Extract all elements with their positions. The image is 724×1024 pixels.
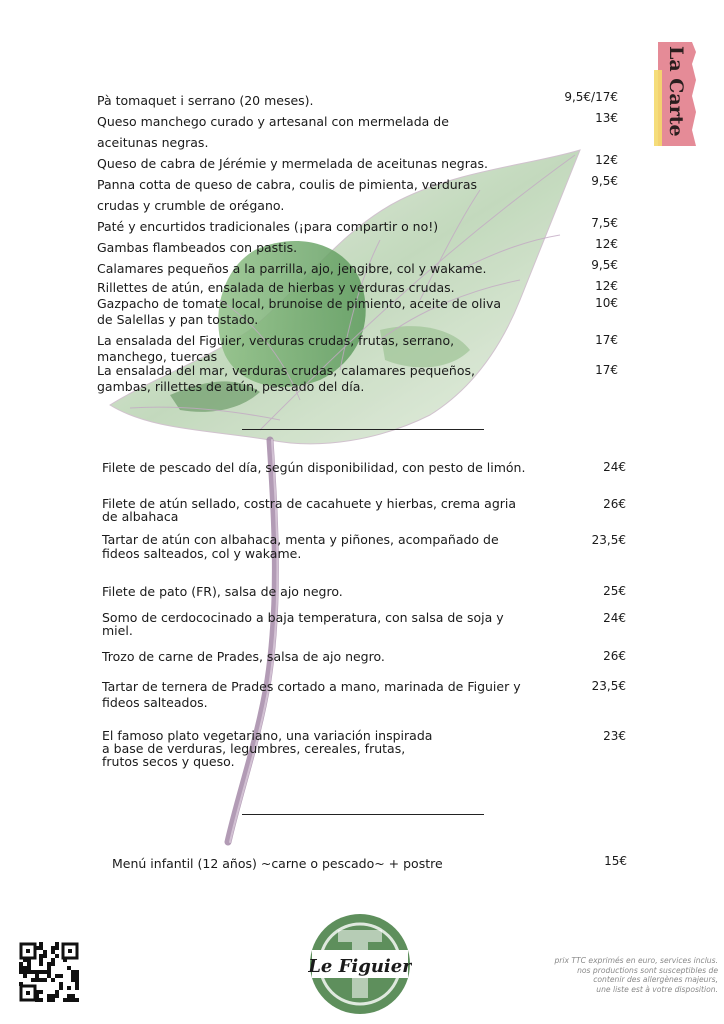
menu-item — [97, 174, 477, 216]
menu-item-line: frutos secos y queso. — [102, 754, 235, 769]
menu-item-line: crudas y crumble de orégano. — [97, 198, 285, 213]
menu-item-price: 9,5€/17€ — [564, 90, 618, 104]
menu-item-price: 17€ — [595, 333, 618, 347]
menu-item-price: 17€ — [595, 363, 618, 377]
footnote-line: une liste est à votre disposition. — [596, 984, 718, 994]
menu-item-price: 9,5€ — [591, 258, 618, 272]
menu-item — [97, 90, 314, 111]
menu-item-price: 24€ — [603, 611, 626, 625]
menu-item-line: Calamares pequeños a la parrilla, ajo, jengibre, col y wakame. — [97, 261, 487, 276]
menu-item-line: Paté y encurtidos tradicionales (¡para compartir o no!) — [97, 219, 439, 234]
menu-item-line: Somo de cerdococinado a baja temperatura, con salsa de soja y — [102, 610, 504, 625]
menu-item-line: Filete de atún sellado, costra de cacahuete y hierbas, crema agria — [102, 496, 517, 511]
legal-footnote — [518, 956, 718, 994]
menu-item-price: 9,5€ — [591, 174, 618, 188]
menu-item-line: Rillettes de atún, ensalada de hierbas y verduras crudas. — [97, 280, 455, 295]
menu-item — [102, 611, 504, 637]
menu-item-line: aceitunas negras. — [97, 135, 209, 150]
menu-item-price: 7,5€ — [591, 216, 618, 230]
menu-item — [97, 216, 438, 237]
menu-item-line: Pà tomaquet i serrano (20 meses). — [97, 93, 314, 108]
menu-item-line: fideos salteados. — [102, 695, 208, 710]
menu-item-price: 23,5€ — [591, 679, 626, 693]
menu-item-line: gambas, rillettes de atún, pescado del día. — [97, 379, 365, 394]
menu-item-line: Trozo de carne de Prades, salsa de ajo negro. — [102, 649, 385, 664]
menu-item — [102, 460, 525, 476]
menu-item — [102, 729, 432, 768]
menu-item-price: 13€ — [595, 111, 618, 125]
menu-item — [97, 111, 449, 153]
section-divider — [242, 429, 484, 430]
menu-item-line: de albahaca — [102, 509, 179, 524]
le-figuier-logo — [308, 912, 412, 1016]
menu-item-line: Tartar de atún con albahaca, menta y piñones, acompañado de — [102, 532, 499, 547]
menu-item-line: fideos salteados, col y wakame. — [102, 546, 302, 561]
menu-item-line: manchego, tuercas — [97, 349, 218, 364]
kids-menu-text: Menú infantil (12 años) ~carne o pescado~ + postre — [112, 856, 443, 871]
menu-item — [97, 279, 455, 296]
menu-item — [102, 584, 343, 600]
section-divider — [242, 814, 484, 815]
menu-item-price: 26€ — [603, 649, 626, 663]
menu-item-line: Filete de pato (FR), salsa de ajo negro. — [102, 584, 343, 599]
menu-item-line: Queso de cabra de Jérémie y mermelada de aceitunas negras. — [97, 156, 489, 171]
menu-item — [97, 296, 501, 328]
menu-item-line: Queso manchego curado y artesanal con mermelada de — [97, 114, 449, 129]
menu-item-price: 23,5€ — [591, 533, 626, 547]
logo-text: Le Figuier — [308, 956, 412, 977]
menu-item-line: El famoso plato vegetariano, una variación inspirada — [102, 728, 433, 743]
menu-item — [97, 153, 488, 174]
menu-item-price: 12€ — [595, 153, 618, 167]
menu-item-line: Gambas flambeados con pastis. — [97, 240, 298, 255]
menu-item — [102, 649, 385, 665]
menu-item-price: 23€ — [603, 729, 626, 743]
menu-item-line: Tartar de ternera de Prades cortado a mano, marinada de Figuier y — [102, 679, 521, 694]
footnote-line: nos productions sont susceptibles de — [577, 965, 718, 975]
menu-item — [97, 333, 454, 365]
menu-item-price: 25€ — [603, 584, 626, 598]
menu-item-line: La ensalada del Figuier, verduras crudas, frutas, serrano, — [97, 333, 455, 348]
footnote-line: prix TTC exprimés en euro, services inclus. — [554, 956, 718, 965]
menu-item — [102, 679, 521, 711]
menu-item-line: Gazpacho de tomate local, brunoise de pimiento, aceite de oliva — [97, 296, 502, 311]
qr-code-icon — [19, 942, 79, 1002]
menu-item-price: 12€ — [595, 237, 618, 251]
menu-item-line: a base de verduras, legumbres, cereales, frutas, — [102, 741, 406, 756]
menu-item — [97, 258, 486, 279]
kids-menu-price: 15€ — [604, 854, 627, 868]
menu-item-price: 12€ — [595, 279, 618, 293]
menu-item-price: 10€ — [595, 296, 618, 310]
menu-item-line: Filete de pescado del día, según disponibilidad, con pesto de limón. — [102, 460, 526, 475]
menu-item-line: La ensalada del mar, verduras crudas, calamares pequeños, — [97, 363, 475, 378]
menu-item — [97, 363, 475, 395]
menu-item-price: 24€ — [603, 460, 626, 474]
menu-item — [102, 497, 516, 523]
menu-item-line: miel. — [102, 623, 133, 638]
footnote-line: contenir des allergènes majeurs, — [593, 975, 718, 984]
menu-item — [97, 237, 297, 258]
tag-text: La Carte — [665, 46, 687, 137]
la-carte-tag — [652, 40, 710, 148]
menu-item — [102, 533, 499, 561]
menu-item-line: de Salellas y pan tostado. — [97, 312, 259, 327]
menu-item-price: 26€ — [603, 497, 626, 511]
kids-menu-item — [112, 853, 443, 874]
menu-item-line: Panna cotta de queso de cabra, coulis de pimienta, verduras — [97, 177, 477, 192]
